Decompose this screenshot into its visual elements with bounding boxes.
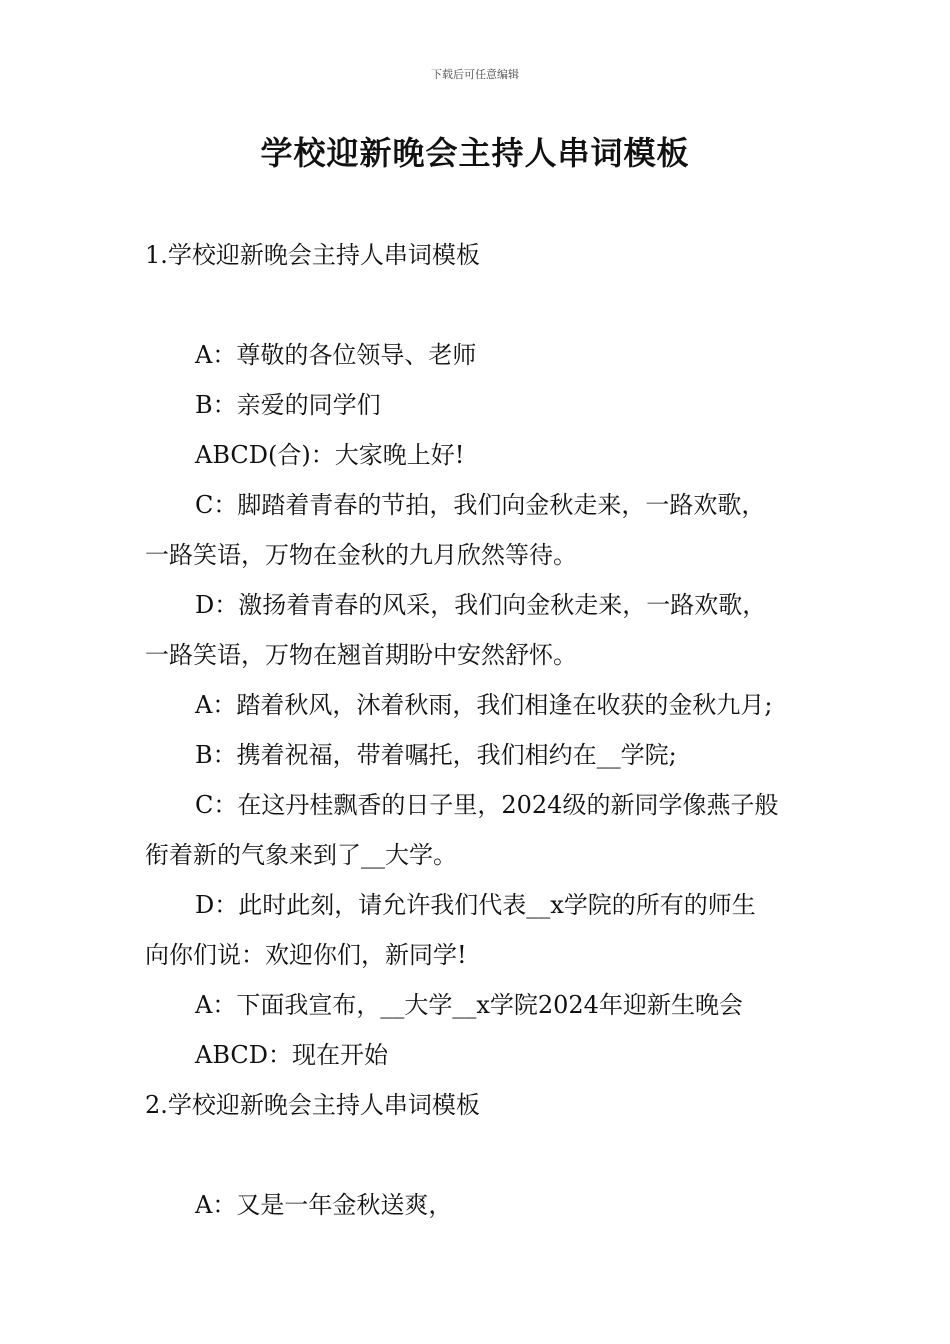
- paragraph: A：尊敬的各位领导、老师: [195, 341, 477, 369]
- paragraph-continuation: 一路笑语，万物在金秋的九月欣然等待。: [145, 541, 577, 569]
- paragraph: C：在这丹桂飘香的日子里，2024级的新同学像燕子般: [195, 791, 779, 819]
- paragraph-continuation: 一路笑语，万物在翘首期盼中安然舒怀。: [145, 641, 577, 669]
- section-heading-2: 2.学校迎新晚会主持人串词模板: [145, 1091, 480, 1119]
- paragraph: D：激扬着青春的风采，我们向金秋走来，一路欢歌，: [195, 591, 767, 619]
- paragraph: C：脚踏着青春的节拍，我们向金秋走来，一路欢歌，: [195, 491, 766, 519]
- header-note: 下载后可任意编辑: [431, 68, 519, 81]
- paragraph-continuation: 衔着新的气象来到了__大学。: [145, 841, 457, 869]
- paragraph: A：下面我宣布，__大学__x学院2024年迎新生晚会: [195, 991, 743, 1019]
- paragraph: ABCD：现在开始: [195, 1041, 389, 1069]
- document-body: [145, 230, 810, 1230]
- paragraph: B：亲爱的同学们: [195, 391, 381, 419]
- paragraph-continuation: 向你们说：欢迎你们，新同学!: [145, 941, 467, 969]
- paragraph: B：携着祝福，带着嘱托，我们相约在__学院;: [195, 741, 677, 769]
- section-heading-1: 1.学校迎新晚会主持人串词模板: [145, 241, 480, 269]
- paragraph: A：踏着秋风，沐着秋雨，我们相逢在收获的金秋九月;: [195, 691, 773, 719]
- blank-line: [145, 1130, 810, 1180]
- blank-line: [145, 280, 810, 330]
- document-title: 学校迎新晚会主持人串词模板: [260, 134, 690, 172]
- paragraph: ABCD(合)：大家晚上好!: [195, 441, 465, 469]
- paragraph: D：此时此刻，请允许我们代表__x学院的所有的师生: [195, 891, 756, 919]
- paragraph: A：又是一年金秋送爽，: [195, 1191, 453, 1219]
